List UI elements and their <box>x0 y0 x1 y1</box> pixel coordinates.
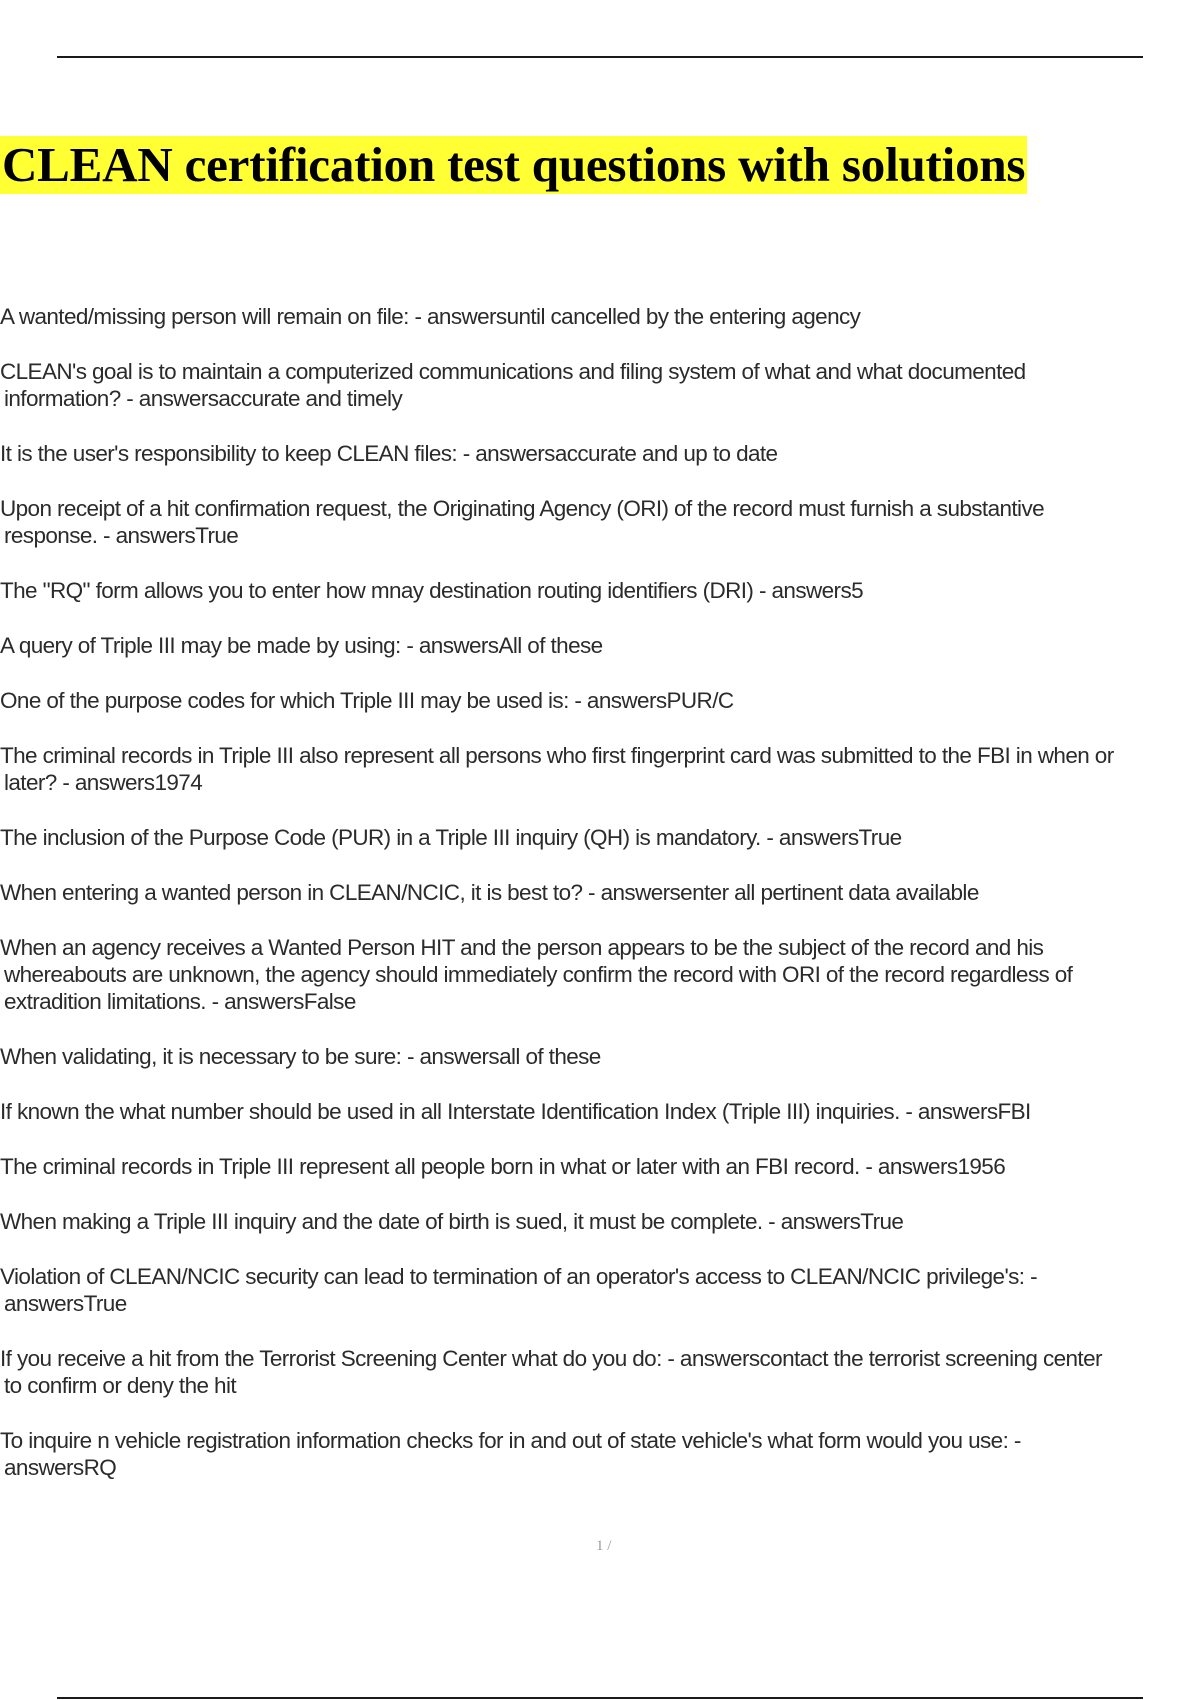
qa-line: response. - answersTrue <box>4 523 239 548</box>
qa-line: Violation of CLEAN/NCIC security can lead to termination of an operator's access to CLEAN/NCIC privilege's: - <box>0 1264 1038 1289</box>
qa-line: When entering a wanted person in CLEAN/NCIC, it is best to? - answersenter all pertinent data available <box>0 880 979 905</box>
qa-line: The "RQ" form allows you to enter how mnay destination routing identifiers (DRI) - answers5 <box>0 578 864 603</box>
document-title: CLEAN certification test questions with solutions <box>2 137 1026 192</box>
qa-item <box>0 440 1200 467</box>
qa-line: One of the purpose codes for which Triple III may be used is: - answersPUR/C <box>0 688 734 713</box>
qa-list <box>0 303 1200 1509</box>
qa-item <box>0 824 1200 851</box>
qa-item <box>0 1345 1200 1399</box>
qa-line: whereabouts are unknown, the agency should immediately confirm the record with ORI of the record regardless of <box>4 962 1073 987</box>
qa-line: If known the what number should be used in all Interstate Identification Index (Triple III) inquiries. - answersFBI <box>0 1099 1031 1124</box>
qa-item <box>0 1263 1200 1317</box>
qa-line: It is the user's responsibility to keep CLEAN files: - answersaccurate and up to date <box>0 441 778 466</box>
qa-item <box>0 934 1200 1015</box>
qa-line: answersRQ <box>4 1455 117 1480</box>
qa-line: The criminal records in Triple III represent all people born in what or later with an FBI record. - answers1956 <box>0 1154 1006 1179</box>
qa-line: A wanted/missing person will remain on file: - answersuntil cancelled by the entering agency <box>0 304 861 329</box>
qa-line: The criminal records in Triple III also represent all persons who first fingerprint card was submitted to the FBI in when or <box>0 743 1114 768</box>
qa-line: The inclusion of the Purpose Code (PUR) in a Triple III inquiry (QH) is mandatory. - answersTrue <box>0 825 902 850</box>
qa-line: CLEAN's goal is to maintain a computerized communications and filing system of what and what documented <box>0 359 1026 384</box>
qa-line: When making a Triple III inquiry and the date of birth is sued, it must be complete. - answersTrue <box>0 1209 904 1234</box>
qa-line: If you receive a hit from the Terrorist Screening Center what do you do: - answerscontact the terrorist screening center <box>0 1346 1102 1371</box>
qa-line: extradition limitations. - answersFalse <box>4 989 356 1014</box>
bottom-rule <box>57 1697 1143 1699</box>
qa-item <box>0 495 1200 549</box>
qa-line: Upon receipt of a hit confirmation request, the Originating Agency (ORI) of the record must furnish a substantive <box>0 496 1045 521</box>
qa-item <box>0 1153 1200 1180</box>
qa-line: to confirm or deny the hit <box>4 1373 237 1398</box>
qa-item <box>0 303 1200 330</box>
qa-line: answersTrue <box>4 1291 127 1316</box>
qa-item <box>0 632 1200 659</box>
qa-line: When an agency receives a Wanted Person HIT and the person appears to be the subject of the record and his <box>0 935 1044 960</box>
top-rule <box>57 56 1143 58</box>
qa-line: To inquire n vehicle registration information checks for in and out of state vehicle's what form would you use: - <box>0 1428 1021 1453</box>
qa-item <box>0 879 1200 906</box>
qa-item <box>0 687 1200 714</box>
qa-line: When validating, it is necessary to be sure: - answersall of these <box>0 1044 601 1069</box>
page-number: 1 / <box>596 1538 612 1554</box>
qa-item <box>0 1098 1200 1125</box>
qa-item <box>0 1427 1200 1481</box>
qa-item <box>0 1043 1200 1070</box>
qa-line: A query of Triple III may be made by using: - answersAll of these <box>0 633 603 658</box>
qa-item <box>0 358 1200 412</box>
qa-line: later? - answers1974 <box>4 770 203 795</box>
qa-item <box>0 577 1200 604</box>
qa-item <box>0 742 1200 796</box>
qa-item <box>0 1208 1200 1235</box>
qa-line: information? - answersaccurate and timely <box>4 386 403 411</box>
